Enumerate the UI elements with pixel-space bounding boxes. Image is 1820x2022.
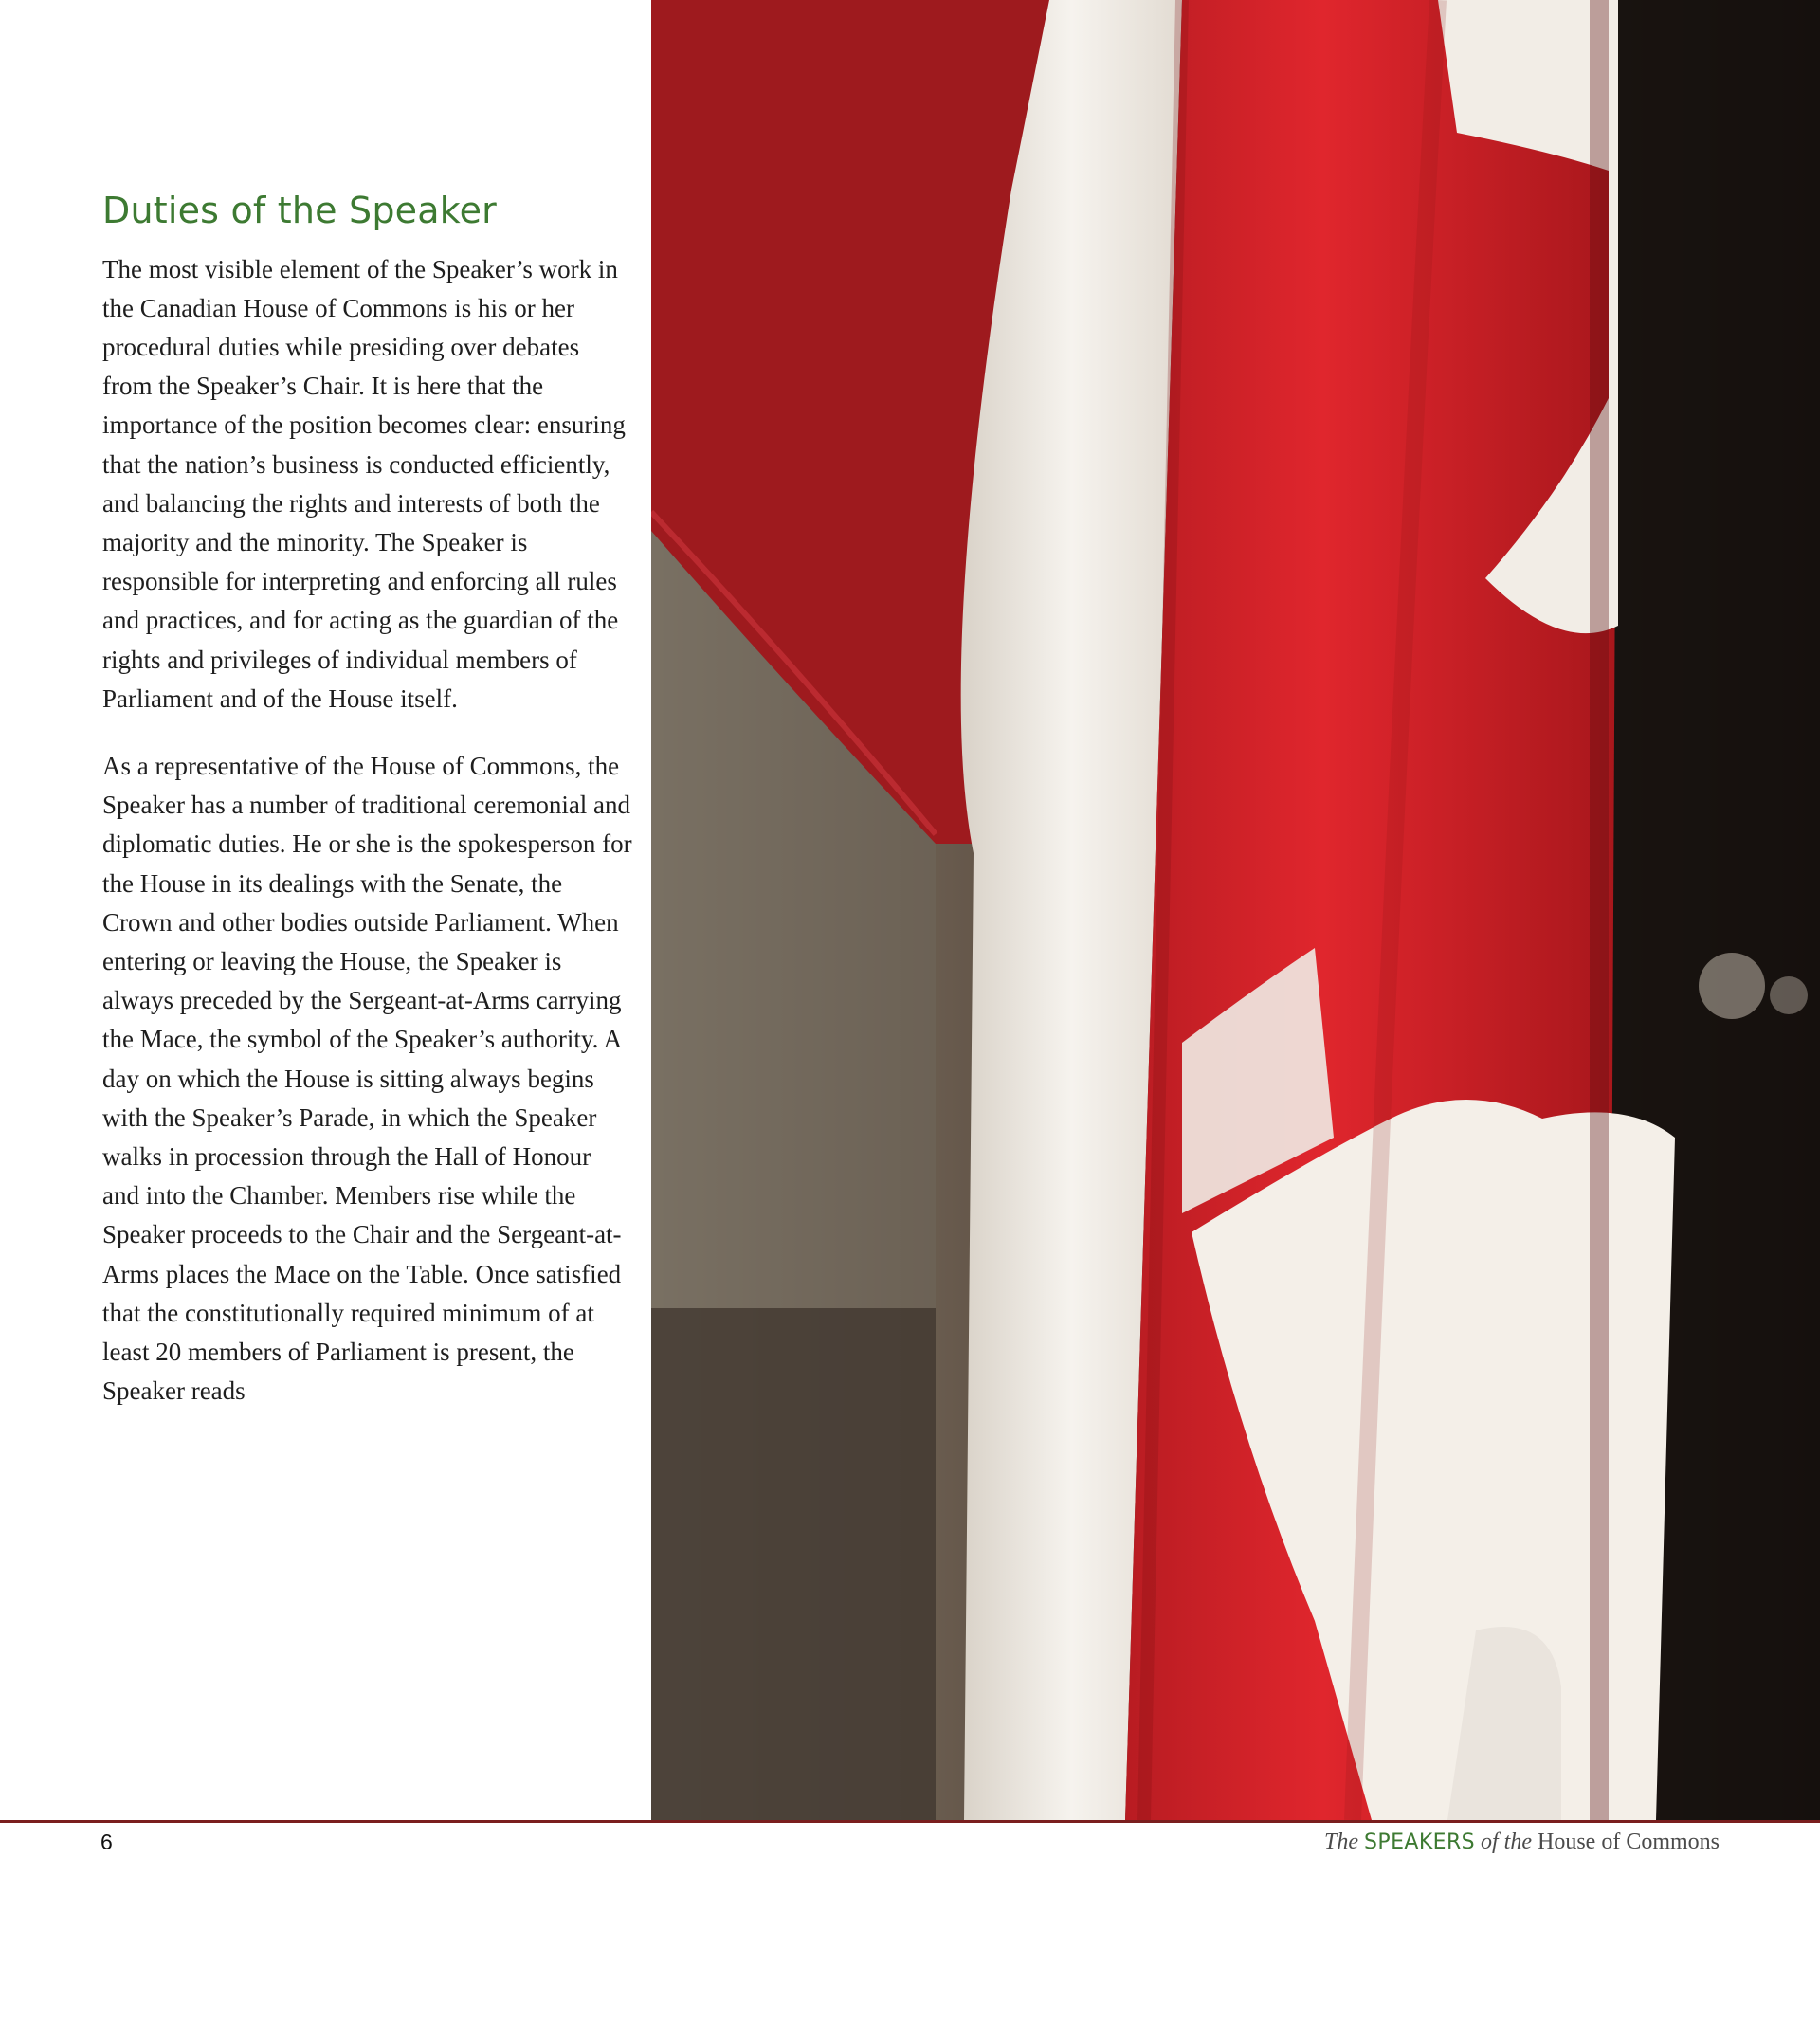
running-title [1324, 1830, 1720, 1855]
body-paragraph-1: The most visible element of the Speaker’s work in the Canadian House of Commons is his or her procedural duties while presiding over debates from the Speaker’s Chair. It is here that the importance of the position becomes clear: ensuring that the nation’s business is conducted efficiently, and balancing the rights and interests of both the majority and the minority. The Speaker is responsible for interpreting and enforcing all rules and practices, and for acting as the guardian of the rights and privileges of individual members of Parliament and of the House itself. [102, 254, 626, 713]
page-number: 6 [100, 1830, 113, 1854]
running-title-the: The [1324, 1830, 1359, 1854]
body-paragraph-2: As a representative of the House of Commons, the Speaker has a number of traditional ceremonial and diplomatic duties. He or she is the spokesperson for the House in its dealings with the Senate, the Crown and other bodies outside Parliament. When entering or leaving the House, the Speaker is always preceded by the Sergeant-at-Arms carrying the Mace, the symbol of the Speaker’s authority. A day on which the House is sitting always begins with the Speaker’s Parade, in which the Speaker walks in procession through the Hall of Honour and into the Chamber. Members rise while the Speaker proceeds to the Chair and the Sergeant-at-Arms places the Mace on the Table. Once satisfied that the constitutionally required minimum of at least 20 members of Parliament is present, the Speaker reads [102, 752, 632, 1406]
section-title: Duties of the Speaker [102, 190, 497, 231]
running-title-of-the: of the [1481, 1830, 1532, 1854]
running-title-speakers: SPEAKERS [1364, 1831, 1475, 1854]
footer-rule [0, 1820, 1820, 1823]
running-title-rest: House of Commons [1538, 1830, 1720, 1854]
canadian-flag-photo [651, 0, 1820, 1820]
text-column [102, 190, 633, 1411]
